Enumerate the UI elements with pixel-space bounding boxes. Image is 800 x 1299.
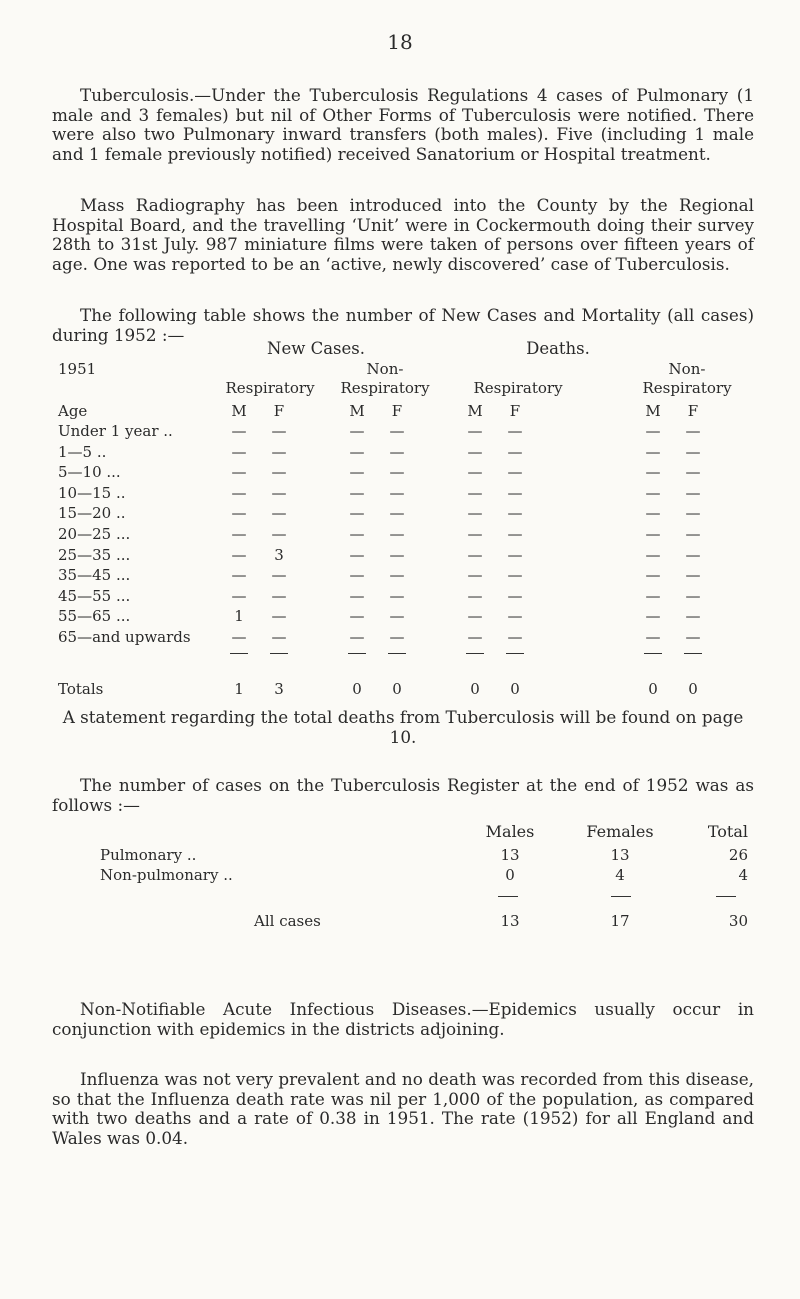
totals-cell: 0 [688,680,698,698]
sum-rule [611,896,631,897]
table-cell: — [467,422,483,440]
table-cell: — [389,525,405,543]
sum-rule [270,653,288,654]
header-female: F [509,402,521,420]
table-cell: — [389,546,405,564]
sum-rule [716,896,736,897]
register-row-label: Non-pulmonary .. [100,866,233,884]
register-all-label: All cases [254,912,321,930]
table-cell: — [389,443,405,461]
paragraph-non-notifiable: Non-Notifiable Acute Infectious Diseases.—Epidemics usually occur in conjunction with epidemics in the districts adjoining. [52,999,754,1039]
table-cell: — [467,587,483,605]
table-cell: — [685,628,701,646]
paragraph-influenza: Influenza was not very prevalent and no death was recorded from this disease, so that the Influenza death rate was nil per 1,000 of the population, as compared with two deaths and a rate of 0.38 in 1951. The rate (1952) for all England and Wales was 0.04. [52,1069,754,1148]
table-row-age: 25—35 ... [58,546,131,564]
table-cell: — [507,566,523,584]
table-cell: — [507,504,523,522]
sum-rule [230,653,248,654]
table-row-age: 15—20 .. [58,504,126,522]
table-cell: — [271,587,287,605]
paragraph-statement: A statement regarding the total deaths from Tuberculosis will be found on page 10. [62,707,744,747]
table-cell: — [645,587,661,605]
register-row-label: Pulmonary .. [100,846,197,864]
table-cell: — [645,443,661,461]
totals-cell: 3 [274,680,284,698]
table-cell: — [507,422,523,440]
table-cell: — [349,628,365,646]
table-cell: — [467,607,483,625]
totals-cell: 1 [234,680,244,698]
table-cell: — [271,607,287,625]
table-cell: — [231,463,247,481]
table-cell: — [685,607,701,625]
table-cell: — [349,443,365,461]
table-cell: — [389,566,405,584]
table-cell: — [271,422,287,440]
table-cell: — [507,443,523,461]
table-cell: — [389,504,405,522]
table-row-age: 5—10 ... [58,463,121,481]
table-cell: — [271,566,287,584]
table-cell: — [349,484,365,502]
table-cell: — [645,484,661,502]
table-row-age: 10—15 .. [58,484,126,502]
table-cell: — [685,484,701,502]
table-cell: — [231,587,247,605]
register-cell: 13 [500,846,520,864]
table-row-age: 55—65 ... [58,607,131,625]
table-cell: — [645,546,661,564]
header-female: F [391,402,403,420]
table-cell: — [467,484,483,502]
table-cell: — [645,504,661,522]
table-cell: — [349,463,365,481]
table-cell: — [645,422,661,440]
table-cell: — [231,422,247,440]
header-deaths-non-bottom: Respiratory [642,379,732,397]
header-male: M [231,402,247,420]
header-new-non-top: Non- [366,360,404,378]
table-row-age: 65—and upwards [58,628,191,646]
table-cell: — [231,566,247,584]
totals-cell: 0 [648,680,658,698]
header-male: M [645,402,661,420]
table-cell: — [685,443,701,461]
header-males: Males [485,822,535,841]
table-cell: — [467,443,483,461]
table-cell: — [507,628,523,646]
table-year: 1951 [58,360,97,378]
register-cell: 30 [728,912,748,930]
register-cell: 13 [500,912,520,930]
register-cell: 26 [728,846,748,864]
table-row-age: 20—25 ... [58,525,131,543]
sum-rule [644,653,662,654]
header-male: M [349,402,365,420]
table-cell: — [349,504,365,522]
table-cell: — [685,566,701,584]
table-cell: — [685,463,701,481]
sum-rule [506,653,524,654]
register-cell: 0 [505,866,515,884]
table-cell: — [685,546,701,564]
table-cell: — [349,525,365,543]
register-cell: 4 [738,866,748,884]
table-cell: — [349,422,365,440]
table-row-age: 1—5 .. [58,443,107,461]
table-cell: — [271,484,287,502]
table-cell: — [685,525,701,543]
table-cell: — [467,504,483,522]
table-cell: — [645,628,661,646]
table-cell: — [231,628,247,646]
table-cell: — [349,587,365,605]
table-row-age: 35—45 ... [58,566,131,584]
table-cell: — [685,587,701,605]
header-total: Total [707,822,748,841]
paragraph-register-intro: The number of cases on the Tuberculosis Register at the end of 1952 was as follows :— [52,775,754,815]
header-new-resp: Respiratory [225,379,315,397]
header-male: M [467,402,483,420]
table-cell: — [231,484,247,502]
table-cell: — [349,607,365,625]
totals-cell: 0 [470,680,480,698]
paragraph-tuberculosis: Tuberculosis.—Under the Tuberculosis Regulations 4 cases of Pulmonary (1 male and 3 females) but nil of Other Forms of Tuberculosis were notified. There were also two Pulmonary inward transfers (both males). Five (including 1 male and 1 female previously notified) received Sanatorium or Hospital treatment. [52,85,754,164]
register-cell: 17 [610,912,630,930]
table-cell: — [507,484,523,502]
table-cell: — [231,504,247,522]
table-cell: — [271,463,287,481]
table-cell: — [467,566,483,584]
header-age: Age [58,402,88,420]
header-females: Females [586,822,654,841]
header-deaths-resp: Respiratory [473,379,563,397]
totals-label: Totals [58,680,104,698]
register-cell: 13 [610,846,630,864]
header-female: F [273,402,285,420]
table-cell: — [507,587,523,605]
table-cell: — [645,607,661,625]
table-cell: — [507,607,523,625]
table-row-age: Under 1 year .. [58,422,173,440]
table-cell: — [645,463,661,481]
header-deaths-non-top: Non- [668,360,706,378]
group-deaths: Deaths. [526,339,590,358]
sum-rule [498,896,518,897]
table-cell: — [467,628,483,646]
table-cell: — [645,525,661,543]
table-cell: — [231,525,247,543]
table-cell: — [271,525,287,543]
table-cell: — [467,463,483,481]
paragraph-table-intro: The following table shows the number of New Cases and Mortality (all cases) during 1952 :— [52,305,754,345]
table-cell: — [507,546,523,564]
totals-cell: 0 [352,680,362,698]
table-cell: — [271,504,287,522]
page-number: 18 [387,30,413,54]
table-cell: — [389,607,405,625]
table-cell: — [389,587,405,605]
table-cell: — [231,546,247,564]
sum-rule [388,653,406,654]
table-cell: 1 [234,607,244,625]
table-cell: — [389,463,405,481]
table-cell: — [685,504,701,522]
table-cell: — [389,422,405,440]
totals-cell: 0 [392,680,402,698]
table-cell: — [271,443,287,461]
group-new-cases: New Cases. [267,339,365,358]
table-cell: — [685,422,701,440]
table-cell: — [389,628,405,646]
table-cell: — [349,566,365,584]
table-cell: 3 [274,546,284,564]
table-cell: — [271,628,287,646]
sum-rule [348,653,366,654]
table-cell: — [467,546,483,564]
table-cell: — [507,463,523,481]
table-cell: — [349,546,365,564]
table-cell: — [645,566,661,584]
totals-cell: 0 [510,680,520,698]
sum-rule [466,653,484,654]
table-row-age: 45—55 ... [58,587,131,605]
sum-rule [684,653,702,654]
table-cell: — [507,525,523,543]
table-cell: — [467,525,483,543]
paragraph-mass-radiography: Mass Radiography has been introduced into the County by the Regional Hospital Board, and the travelling ‘Unit’ were in Cockermouth doing their survey 28th to 31st July. 987 miniature films were taken of persons over fifteen years of age. One was reported to be an ‘active, newly discovered’ case of Tuberculosis. [52,195,754,274]
table-cell: — [231,443,247,461]
register-cell: 4 [615,866,625,884]
header-female: F [687,402,699,420]
header-new-non-bottom: Respiratory [340,379,430,397]
table-cell: — [389,484,405,502]
